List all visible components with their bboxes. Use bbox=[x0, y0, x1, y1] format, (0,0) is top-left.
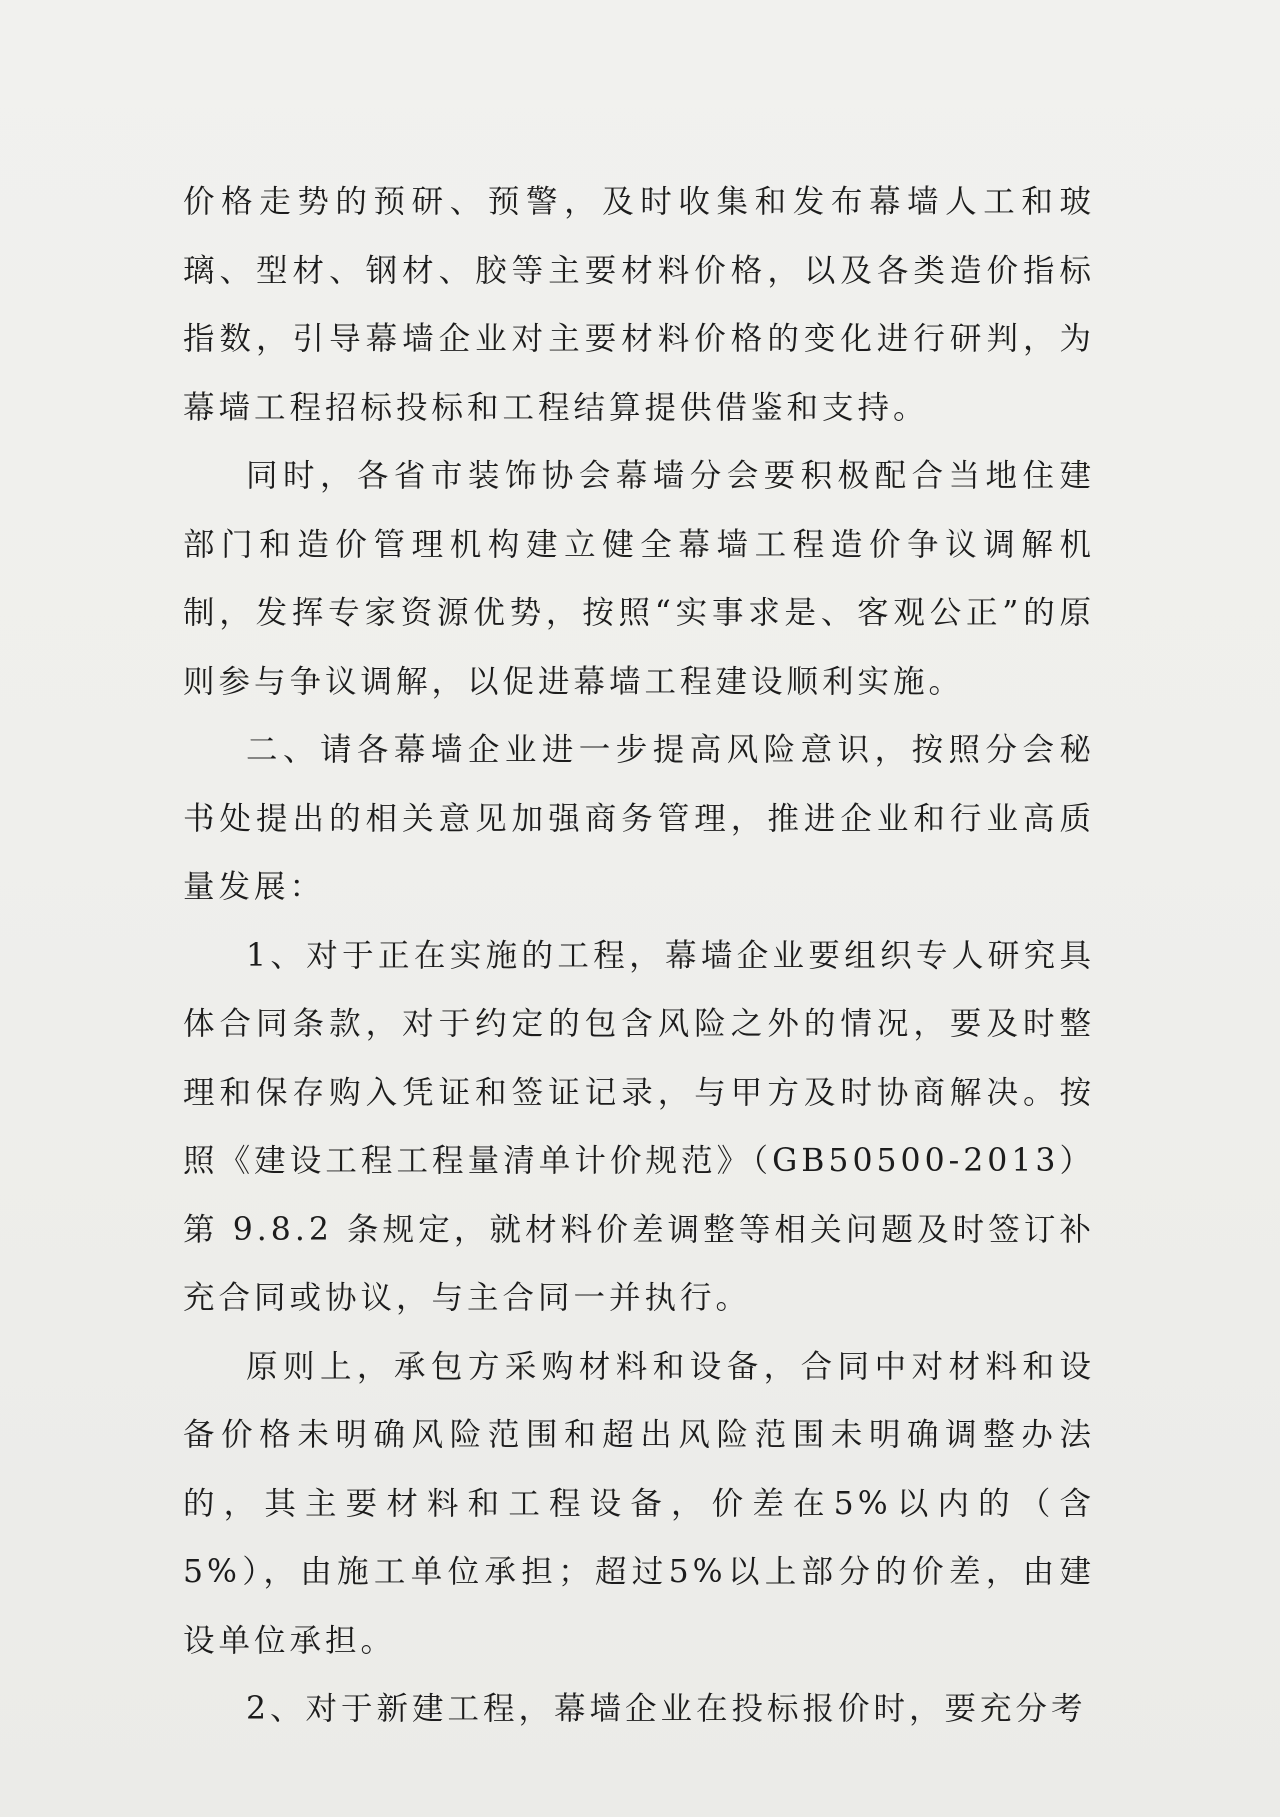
document-body bbox=[183, 168, 1095, 1744]
paragraph-item-one: 1、对于正在实施的工程，幕墙企业要组织专人研究具体合同条款，对于约定的包含风险之外的情况，要及时整理和保存购入凭证和签证记录，与甲方及时协商解决。按照《建设工程工程量清单计价规范》（GB50500-2013）第 9.8.2 条规定，就材料价差调整等相关问题及时签订补充合同或协议，与主合同一并执行。 bbox=[183, 937, 1095, 1316]
paragraph-price-trend-continued: 价格走势的预研、预警，及时收集和发布幕墙人工和玻璃、型材、钢材、胶等主要材料价格，以及各类造价指标指数，引导幕墙企业对主要材料价格的变化进行研判，为幕墙工程招标投标和工程结算提供借鉴和支持。 bbox=[183, 184, 1095, 426]
paragraph-dispute-mediation: 同时，各省市装饰协会幕墙分会要积极配合当地住建部门和造价管理机构建立健全幕墙工程造价争议调解机制，发挥专家资源优势，按照“实事求是、客观公正”的原则参与争议调解，以促进幕墙工程建设顺利实施。 bbox=[183, 458, 1095, 700]
paragraph-item-two: 2、对于新建工程，幕墙企业在投标报价时，要充分考 bbox=[246, 1691, 1087, 1727]
paragraph-principle: 原则上，承包方采购材料和设备，合同中对材料和设备价格未明确风险范围和超出风险范围未明确调整办法的，其主要材料和工程设备，价差在5%以内的（含5%），由施工单位承担；超过5%以上部分的价差，由建设单位承担。 bbox=[183, 1348, 1095, 1659]
paragraph-section-two-heading: 二、请各幕墙企业进一步提高风险意识，按照分会秘书处提出的相关意见加强商务管理，推进企业和行业高质量发展： bbox=[183, 732, 1095, 905]
